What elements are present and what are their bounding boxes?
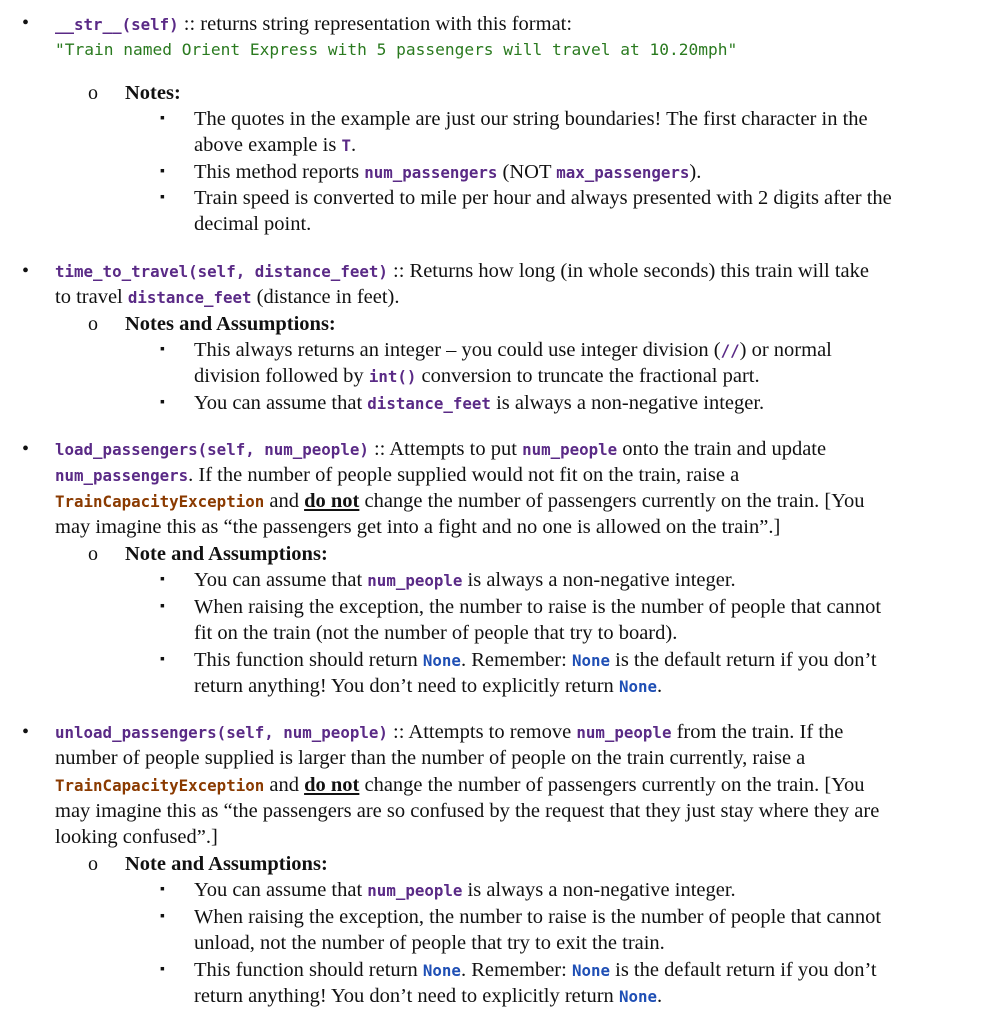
load-desc-d: may imagine this as “the passengers get into a fight and no one is allowed on the train”.] [55,516,781,538]
load-note-3a: This function should return None. Remember: None is the default return if you don’t [194,649,877,671]
unload-note-3b: return anything! You don’t need to explicitly return None. [194,985,663,1007]
unload-desc-d: may imagine this as “the passengers are so confused by the request that they just stay where they are [55,800,880,822]
str-note-1a: The quotes in the example are just our string boundaries! The first character in the [194,108,868,130]
square-bullet-icon: ▪ [160,572,165,587]
square-bullet-icon: ▪ [160,962,165,977]
load-note-2b: fit on the train (not the number of people that try to board). [194,622,678,644]
load-note-3b: return anything! You don’t need to explicitly return None. [194,675,663,697]
unload-desc-e: looking confused”.] [55,826,218,848]
unload-note-3a: This function should return None. Remember: None is the default return if you don’t [194,959,877,981]
load-notes-heading: Note and Assumptions: [125,543,328,565]
circle-bullet-icon: o [88,543,98,565]
unload-note-1: You can assume that num_people is always a non-negative integer. [194,879,736,901]
bullet-icon: • [22,260,30,282]
bullet-icon: • [22,438,30,460]
load-desc-b: num_passengers. If the number of people supplied would not fit on the train, raise a [55,464,740,486]
time-desc-b: to travel distance_feet (distance in feet). [55,286,400,308]
circle-bullet-icon: o [88,82,98,104]
unload-notes-heading: Note and Assumptions: [125,853,328,875]
unload-note-2a: When raising the exception, the number to raise is the number of people that cannot [194,906,882,928]
time-notes-heading: Notes and Assumptions: [125,313,336,335]
unload-note-2b: unload, not the number of people that try to exit the train. [194,932,665,954]
square-bullet-icon: ▪ [160,111,165,126]
time-note-2: You can assume that distance_feet is always a non-negative integer. [194,392,765,414]
square-bullet-icon: ▪ [160,882,165,897]
square-bullet-icon: ▪ [160,909,165,924]
str-note-2: This method reports num_passengers (NOT max_passengers). [194,161,702,183]
square-bullet-icon: ▪ [160,190,165,205]
time-signature: time_to_travel(self, distance_feet) [55,262,388,281]
circle-bullet-icon: o [88,853,98,875]
unload-desc-c: TrainCapacityException and do not change the number of passengers currently on the train. [You [55,774,865,796]
time-note-1a: This always returns an integer – you could use integer division (//) or normal [194,339,832,361]
square-bullet-icon: ▪ [160,164,165,179]
time-signature-line: time_to_travel(self, distance_feet) :: Returns how long (in whole seconds) this train will take [55,260,869,282]
square-bullet-icon: ▪ [160,652,165,667]
bullet-icon: • [22,721,30,743]
square-bullet-icon: ▪ [160,599,165,614]
str-note-1b: above example is T. [194,134,357,156]
str-notes-heading: Notes: [125,82,181,104]
load-note-2a: When raising the exception, the number to raise is the number of people that cannot [194,596,882,618]
str-note-3b: decimal point. [194,213,312,235]
str-note-3a: Train speed is converted to mile per hour and always presented with 2 digits after the [194,187,892,209]
str-signature: __str__(self) [55,15,179,34]
load-note-1: You can assume that num_people is always a non-negative integer. [194,569,736,591]
unload-desc-b: number of people supplied is larger than the number of people on the train currently, raise a [55,747,806,769]
load-signature: load_passengers(self, num_people) [55,440,369,459]
bullet-icon: • [22,12,30,34]
square-bullet-icon: ▪ [160,395,165,410]
square-bullet-icon: ▪ [160,342,165,357]
circle-bullet-icon: o [88,313,98,335]
load-signature-line: load_passengers(self, num_people) :: Attempts to put num_people onto the train and update [55,438,827,460]
time-note-1b: division followed by int() conversion to truncate the fractional part. [194,365,760,387]
str-signature-line: __str__(self) :: returns string representation with this format: [55,13,573,35]
unload-signature: unload_passengers(self, num_people) [55,723,388,742]
str-example: "Train named Orient Express with 5 passengers will travel at 10.20mph" [55,40,738,59]
unload-signature-line: unload_passengers(self, num_people) :: Attempts to remove num_people from the train. If the [55,721,844,743]
load-desc-c: TrainCapacityException and do not change the number of passengers currently on the train. [You [55,490,865,512]
